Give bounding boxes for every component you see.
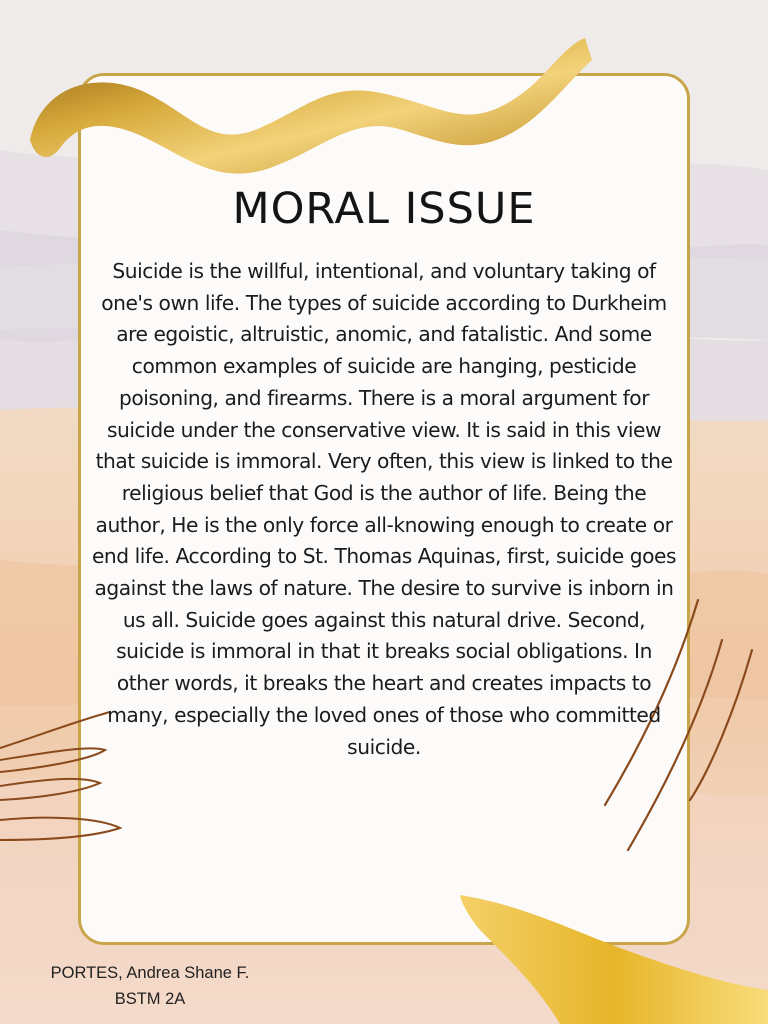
body-paragraph: Suicide is the willful, intentional, and voluntary taking of one's own life. The types of suicide according to Durkheim are egoistic, altruistic, anomic, and fatalistic. And some common examples of suicide are hanging, pesticide poisoning, and firearms. There is a moral argument for suicide under the conservative view. It is said in this view that suicide is immoral. Very often, this view is linked to the religious belief that God is the author of life. Being the author, He is the only force all-knowing enough to create or end life. According to St. Thomas Aquinas, first, suicide goes against the laws of nature. The desire to survive is inborn in us all. Suicide goes against this natural drive. Second, suicide is immoral in that it breaks social obligations. In other words, it breaks the heart and creates impacts to many, especially the loved ones of those who committed suicide. <box>91 259 677 759</box>
author-block <box>0 960 300 1012</box>
author-section: BSTM 2A <box>114 990 186 1008</box>
poster-title: MORAL ISSUE <box>232 184 536 234</box>
author-name: PORTES, Andrea Shane F. <box>50 964 250 982</box>
